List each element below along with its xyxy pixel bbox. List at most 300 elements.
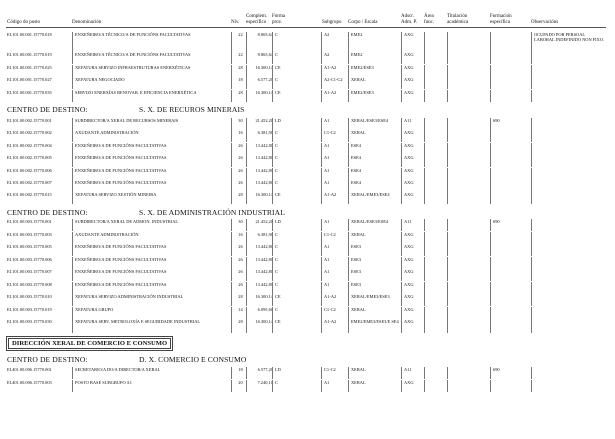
- cell-comp: 6.095,60: [246, 307, 275, 319]
- cell-sub: A1: [321, 257, 329, 269]
- cell-forma: C: [272, 77, 278, 89]
- cell-form: [490, 294, 493, 306]
- cell-obs: [531, 118, 606, 130]
- cell-area: [424, 130, 427, 142]
- cell-area: [424, 219, 427, 231]
- cell-forma: LD: [272, 118, 281, 130]
- cell-obs: [531, 307, 606, 319]
- cell-corpo: XERAL: [348, 380, 366, 392]
- header-adscr-1: Adscr.: [401, 14, 414, 19]
- table-row: [0, 380, 615, 392]
- centro-name: S. X. DE ADMINISTRACIÓN INDUSTRIAL: [139, 208, 285, 217]
- cell-forma: C: [272, 168, 278, 180]
- cell-comp: 13.442,80: [246, 168, 275, 180]
- cell-comp: 13.442,80: [246, 244, 275, 256]
- table-row: [0, 219, 615, 231]
- cell-adscr: AXG: [401, 52, 414, 64]
- cell-corpo: ESE4: [348, 143, 361, 155]
- cell-tit: [447, 232, 450, 244]
- cell-code: EI.101.00.001.15770.019: [7, 52, 52, 57]
- cell-code: EI.101.00.002.15770.006: [7, 168, 52, 173]
- cell-den: SECRETARIO/A DO/A DIRECTOR/A XERAL: [72, 367, 160, 379]
- cell-niv: 26: [231, 155, 247, 167]
- table-row: [0, 52, 615, 64]
- cell-form: [490, 130, 493, 142]
- cell-area: [424, 192, 427, 204]
- cell-comp: 16.300,14: [246, 319, 275, 333]
- header-corpo: Corpo / Escala: [348, 20, 378, 25]
- cell-adscr: AXG: [401, 65, 414, 77]
- table-header: [0, 8, 615, 26]
- cell-corpo: EME2: [348, 32, 362, 52]
- cell-adscr: AXG: [401, 307, 414, 319]
- header-forma-2: prov.: [272, 20, 283, 25]
- cell-den: ENXEÑEIRO/A DE FUNCIÓNS FACULTATIVAS: [72, 143, 166, 155]
- cell-corpo: ESE4: [348, 180, 361, 192]
- cell-den: XEFATURA NEGOCIADO: [72, 77, 125, 89]
- cell-sub: A2-C1-C2: [321, 77, 343, 89]
- cell-niv: 26: [231, 269, 247, 281]
- cell-niv: 18: [231, 77, 247, 89]
- cell-tit: [447, 294, 450, 306]
- cell-form: [490, 319, 493, 333]
- cell-sub: A1: [321, 219, 329, 231]
- cell-form: [490, 77, 493, 89]
- cell-niv: 16: [231, 232, 247, 244]
- cell-den: SERVIZO ENERXÍAS RENOVAB. E EFICIENCIA ENERXÉTICA: [72, 90, 197, 102]
- cell-form: [490, 192, 493, 204]
- cell-forma: CE: [272, 65, 281, 77]
- cell-obs: [531, 269, 606, 281]
- cell-code: EI.101.00.003.15770.007: [7, 269, 52, 274]
- cell-tit: [447, 90, 450, 102]
- cell-den: ENXEÑEIRO/A DE FUNCIÓNS FACULTATIVAS: [72, 257, 166, 269]
- cell-obs: [531, 168, 606, 180]
- cell-comp: 16.300,14: [246, 90, 275, 102]
- cell-forma: CE: [272, 319, 281, 333]
- centro-name: S. X. DE RECUROS MINERAIS: [139, 105, 245, 114]
- cell-forma: CE: [272, 294, 281, 306]
- table-row: [0, 32, 615, 52]
- cell-comp: 6.381,90: [246, 232, 275, 244]
- cell-tit: [447, 244, 450, 256]
- cell-area: [424, 90, 427, 102]
- header-complem-2: específico: [246, 20, 267, 25]
- cell-sub: A1: [321, 143, 329, 155]
- cell-forma: C: [272, 257, 278, 269]
- cell-obs: [531, 380, 606, 392]
- header-formacion-2: específica: [490, 20, 510, 25]
- table-row: [0, 319, 615, 333]
- cell-corpo: XERAL: [348, 130, 366, 142]
- cell-corpo: XERAL/EME3/ESE3: [348, 294, 390, 306]
- cell-forma: C: [272, 155, 278, 167]
- cell-niv: 26: [231, 257, 247, 269]
- cell-obs: [531, 192, 606, 204]
- cell-area: [424, 282, 427, 294]
- cell-obs: [531, 77, 606, 89]
- cell-code: EI.101.00.002.15770.004: [7, 143, 52, 148]
- cell-comp: 16.300,14: [246, 65, 275, 77]
- cell-form: [490, 269, 493, 281]
- cell-code: EI.101.00.002.15770.015: [7, 192, 52, 197]
- cell-adscr: A11: [401, 219, 411, 231]
- cell-forma: C: [272, 143, 278, 155]
- cell-adscr: AXG: [401, 319, 414, 333]
- cell-tit: [447, 307, 450, 319]
- cell-obs: [531, 367, 606, 379]
- cell-obs: [531, 219, 606, 231]
- cell-comp: 6.577,20: [246, 367, 275, 379]
- cell-obs: [531, 65, 606, 77]
- cell-sub: A1: [321, 269, 329, 281]
- cell-forma: C: [272, 32, 278, 52]
- cell-niv: 26: [231, 180, 247, 192]
- cell-sub: A1: [321, 180, 329, 192]
- cell-obs: [531, 244, 606, 256]
- cell-form: 690: [490, 219, 500, 231]
- cell-code: EI.101.00.001.15770.018: [7, 32, 52, 37]
- cell-comp: 13.442,80: [246, 143, 275, 155]
- cell-den: XEFATURA SERVIZO ADMINISTRACIÓN INDUSTRIAL: [72, 294, 183, 306]
- cell-corpo: ESE4: [348, 155, 361, 167]
- cell-niv: 28: [231, 192, 247, 204]
- cell-area: [424, 65, 427, 77]
- cell-comp: 13.442,80: [246, 180, 275, 192]
- cell-niv: 28: [231, 294, 247, 306]
- cell-tit: [447, 77, 450, 89]
- cell-niv: 22: [231, 52, 247, 64]
- cell-sub: A1: [321, 118, 329, 130]
- cell-corpo: EME2/ESE3: [348, 65, 374, 77]
- cell-tit: [447, 65, 450, 77]
- centro-label: CENTRO DE DESTINO:: [7, 105, 88, 114]
- cell-niv: 18: [231, 367, 247, 379]
- cell-code: EI.401.00.006.15770.003: [7, 380, 52, 385]
- cell-sub: A1-A2: [321, 294, 336, 306]
- cell-den: ENXEÑEIRO/A DE FUNCIÓNS FACULTATIVAS: [72, 155, 166, 167]
- cell-tit: [447, 118, 450, 130]
- cell-area: [424, 380, 427, 392]
- cell-forma: LD: [272, 219, 281, 231]
- cell-code: EI.101.00.003.15770.030: [7, 319, 52, 324]
- cell-area: [424, 319, 427, 333]
- header-forma-1: Forma: [272, 14, 286, 19]
- cell-den: SUBDIRECTOR/A XERAL DE ADMON. INDUSTRIAL: [72, 219, 178, 231]
- cell-obs: [531, 143, 606, 155]
- cell-form: [490, 180, 493, 192]
- cell-obs: [531, 155, 606, 167]
- cell-niv: 26: [231, 168, 247, 180]
- cell-den: XEFATURA SERVIZO INFRAESTRUTURAS ENERXÉTICAS: [72, 65, 190, 77]
- table-row: [0, 118, 615, 130]
- cell-code: EI.101.00.001.15770.035: [7, 90, 52, 95]
- cell-den: XEFATURA GRUPO: [72, 307, 113, 319]
- table-row: [0, 294, 615, 306]
- cell-forma: CE: [272, 192, 281, 204]
- header-adscr-2: Adm. P.: [401, 20, 417, 25]
- table-row: [0, 307, 615, 319]
- header-codigo: Código do posto: [7, 20, 41, 25]
- cell-corpo: XERAL: [348, 232, 366, 244]
- cell-forma: C: [272, 180, 278, 192]
- cell-corpo: XERAL/EME3/ESE4: [348, 192, 390, 204]
- cell-adscr: AXG: [401, 130, 414, 142]
- table-row: [0, 257, 615, 269]
- cell-comp: 8.865,64: [246, 32, 275, 52]
- cell-corpo: ESE3: [348, 257, 361, 269]
- cell-corpo: EME2/ESE3: [348, 90, 374, 102]
- cell-corpo: EME2/EME3/ESE3/E SE4: [348, 319, 399, 333]
- cell-code: EI.101.00.003.15770.019: [7, 307, 52, 312]
- cell-sub: A1: [321, 168, 329, 180]
- header-niv: Nív.: [231, 20, 240, 25]
- cell-niv: 22: [231, 32, 247, 52]
- cell-adscr: AXG: [401, 269, 414, 281]
- cell-adscr: AXG: [401, 232, 414, 244]
- cell-form: [490, 257, 493, 269]
- cell-comp: 21.452,20: [246, 118, 275, 130]
- cell-sub: C1-C2: [321, 367, 336, 379]
- cell-niv: 30: [231, 118, 247, 130]
- cell-sub: A2: [321, 52, 329, 64]
- cell-form: [490, 282, 493, 294]
- cell-area: [424, 269, 427, 281]
- table-row: [0, 90, 615, 102]
- cell-adscr: AXG: [401, 155, 414, 167]
- cell-form: [490, 232, 493, 244]
- cell-form: 690: [490, 118, 500, 130]
- cell-comp: 13.442,80: [246, 269, 275, 281]
- cell-area: [424, 307, 427, 319]
- cell-code: EI.101.00.003.15770.010: [7, 294, 52, 299]
- cell-form: [490, 155, 493, 167]
- cell-corpo: ESE4: [348, 168, 361, 180]
- cell-adscr: AXG: [401, 244, 414, 256]
- direccion-title: DIRECCIÓN XERAL DE COMERCIO E CONSUMO: [8, 338, 171, 349]
- cell-comp: 13.442,80: [246, 155, 275, 167]
- cell-forma: C: [272, 269, 278, 281]
- cell-obs: [531, 232, 606, 244]
- cell-forma: C: [272, 52, 278, 64]
- cell-niv: 16: [231, 130, 247, 142]
- cell-tit: [447, 380, 450, 392]
- cell-obs: [531, 180, 606, 192]
- cell-tit: [447, 32, 450, 52]
- table-row: [0, 192, 615, 204]
- cell-comp: 6.381,90: [246, 130, 275, 142]
- cell-sub: A1: [321, 380, 329, 392]
- cell-obs: OCUPADO POR PERSOAL LABORAL INDEFINIDO NON FIXO.: [531, 32, 606, 52]
- cell-area: [424, 244, 427, 256]
- cell-adscr: AXG: [401, 192, 414, 204]
- cell-tit: [447, 367, 450, 379]
- cell-den: POSTO BASE SUBGRUPO A1: [72, 380, 132, 392]
- cell-tit: [447, 130, 450, 142]
- cell-tit: [447, 269, 450, 281]
- cell-den: ENXEÑEIRO/A DE FUNCIÓNS FACULTATIVAS: [72, 168, 166, 180]
- cell-tit: [447, 219, 450, 231]
- cell-code: EI.101.00.003.15770.003: [7, 232, 52, 237]
- cell-code: EI.101.00.002.15770.005: [7, 155, 52, 160]
- cell-niv: 14: [231, 307, 247, 319]
- cell-sub: A1-A2: [321, 90, 336, 102]
- cell-den: AXUDANTE ADMINISTRACIÓN: [72, 130, 139, 142]
- cell-niv: 28: [231, 319, 247, 333]
- header-subgrupo: Subgrupo: [322, 20, 342, 25]
- cell-form: [490, 32, 493, 52]
- header-titulacion-1: Titulación: [447, 14, 468, 19]
- header-formacion-1: Formación: [490, 14, 512, 19]
- cell-tit: [447, 180, 450, 192]
- cell-forma: C: [272, 232, 278, 244]
- cell-tit: [447, 282, 450, 294]
- cell-tit: [447, 168, 450, 180]
- cell-tit: [447, 319, 450, 333]
- cell-code: EI.101.00.002.15770.001: [7, 118, 52, 123]
- cell-code: EI.101.00.003.15770.001: [7, 219, 52, 224]
- cell-sub: C1-C2: [321, 232, 336, 244]
- cell-form: [490, 380, 493, 392]
- cell-comp: 13.442,80: [246, 257, 275, 269]
- cell-obs: [531, 319, 606, 333]
- cell-code: EI.101.00.002.15770.002: [7, 130, 52, 135]
- cell-adscr: A11: [401, 367, 411, 379]
- cell-area: [424, 118, 427, 130]
- cell-forma: C: [272, 307, 278, 319]
- cell-corpo: XERAL: [348, 367, 366, 379]
- cell-niv: 26: [231, 282, 247, 294]
- cell-sub: A1-A2: [321, 192, 336, 204]
- cell-den: XEFATURA SERVIZO XESTIÓN MINEIRA: [72, 192, 156, 204]
- cell-code: EI.101.00.003.15770.008: [7, 282, 52, 287]
- cell-sub: A1-A2: [321, 65, 336, 77]
- cell-obs: [531, 90, 606, 102]
- cell-area: [424, 155, 427, 167]
- cell-adscr: AXG: [401, 168, 414, 180]
- cell-forma: C: [272, 244, 278, 256]
- cell-niv: 26: [231, 244, 247, 256]
- cell-code: EI.101.00.003.15770.005: [7, 244, 52, 249]
- cell-sub: A1: [321, 282, 329, 294]
- cell-area: [424, 257, 427, 269]
- cell-code: EI.101.00.002.15770.007: [7, 180, 52, 185]
- header-area-2: func.: [424, 20, 435, 25]
- cell-den: ENXEÑEIRO/A TÉCNICO/A DE FUNCIÓNS FACULTATIVAS: [72, 52, 191, 64]
- cell-adscr: AXG: [401, 282, 414, 294]
- cell-form: [490, 244, 493, 256]
- cell-niv: 20: [231, 380, 247, 392]
- cell-sub: C1-C2: [321, 130, 336, 142]
- cell-comp: 16.300,14: [246, 192, 275, 204]
- cell-comp: 6.577,20: [246, 77, 275, 89]
- cell-den: ENXEÑEIRO/A DE FUNCIÓNS FACULTATIVAS: [72, 180, 166, 192]
- cell-tit: [447, 143, 450, 155]
- centro-label: CENTRO DE DESTINO:: [7, 355, 88, 364]
- cell-corpo: XERAL: [348, 77, 366, 89]
- table-row: [0, 130, 615, 142]
- cell-sub: C1-C2: [321, 307, 336, 319]
- cell-corpo: ESE3: [348, 269, 361, 281]
- cell-den: AXUDANTE ADMINISTRACIÓN: [72, 232, 139, 244]
- cell-sub: A1-A2: [321, 319, 336, 333]
- cell-niv: 30: [231, 219, 247, 231]
- cell-adscr: AXG: [401, 294, 414, 306]
- cell-form: [490, 90, 493, 102]
- header-complem-1: Complem.: [246, 14, 267, 19]
- cell-adscr: AXG: [401, 77, 414, 89]
- cell-area: [424, 367, 427, 379]
- cell-area: [424, 143, 427, 155]
- table-row: [0, 282, 615, 294]
- table-row: [0, 367, 615, 379]
- cell-area: [424, 32, 427, 52]
- cell-corpo: XERAL: [348, 307, 366, 319]
- cell-corpo: ESE3: [348, 244, 361, 256]
- cell-adscr: AXG: [401, 32, 414, 52]
- cell-den: ENXEÑEIRO/A DE FUNCIÓNS FACULTATIVAS: [72, 269, 166, 281]
- cell-forma: CE: [272, 90, 281, 102]
- cell-form: [490, 143, 493, 155]
- cell-sub: A1: [321, 244, 329, 256]
- cell-corpo: XERAL/ESE3/ESE4: [348, 219, 388, 231]
- cell-tit: [447, 52, 450, 64]
- cell-comp: 13.442,80: [246, 282, 275, 294]
- cell-den: ENXEÑEIRO/A DE FUNCIÓNS FACULTATIVAS: [72, 244, 166, 256]
- cell-area: [424, 232, 427, 244]
- cell-form: [490, 168, 493, 180]
- table-row: [0, 180, 615, 192]
- table-row: [0, 65, 615, 77]
- cell-niv: 26: [231, 143, 247, 155]
- header-area-1: Área: [424, 14, 434, 19]
- cell-obs: [531, 52, 606, 64]
- table-row: [0, 232, 615, 244]
- header-observacions: Observacións: [531, 20, 559, 25]
- header-divider: [6, 27, 606, 28]
- cell-obs: [531, 282, 606, 294]
- table-row: [0, 77, 615, 89]
- centro-name: D. X. COMERCIO E CONSUMO: [139, 355, 247, 364]
- cell-corpo: ESE3: [348, 282, 361, 294]
- cell-obs: [531, 294, 606, 306]
- cell-adscr: AXG: [401, 257, 414, 269]
- cell-comp: 7.240,10: [246, 380, 275, 392]
- cell-sub: A2: [321, 32, 329, 52]
- cell-area: [424, 294, 427, 306]
- cell-corpo: EME2: [348, 52, 362, 64]
- cell-forma: LD: [272, 367, 281, 379]
- cell-form: [490, 65, 493, 77]
- table-row: [0, 168, 615, 180]
- cell-code: EI.101.00.003.15770.006: [7, 257, 52, 262]
- cell-den: XEFATURA SERV. METROLOXÍA E SEGURIDADE INDUSTRIAL: [72, 319, 200, 333]
- cell-area: [424, 168, 427, 180]
- table-row: [0, 244, 615, 256]
- cell-obs: [531, 130, 606, 142]
- table-row: [0, 155, 615, 167]
- cell-code: EI.101.00.001.15770.027: [7, 77, 52, 82]
- cell-corpo: XERAL/ESE3/ESE4: [348, 118, 388, 130]
- cell-adscr: AXG: [401, 143, 414, 155]
- table-row: [0, 143, 615, 155]
- cell-tit: [447, 257, 450, 269]
- table-row: [0, 269, 615, 281]
- cell-area: [424, 52, 427, 64]
- cell-form: [490, 52, 493, 64]
- cell-den: ENXEÑEIRO/A DE FUNCIÓNS FACULTATIVAS: [72, 282, 166, 294]
- cell-sub: A1: [321, 155, 329, 167]
